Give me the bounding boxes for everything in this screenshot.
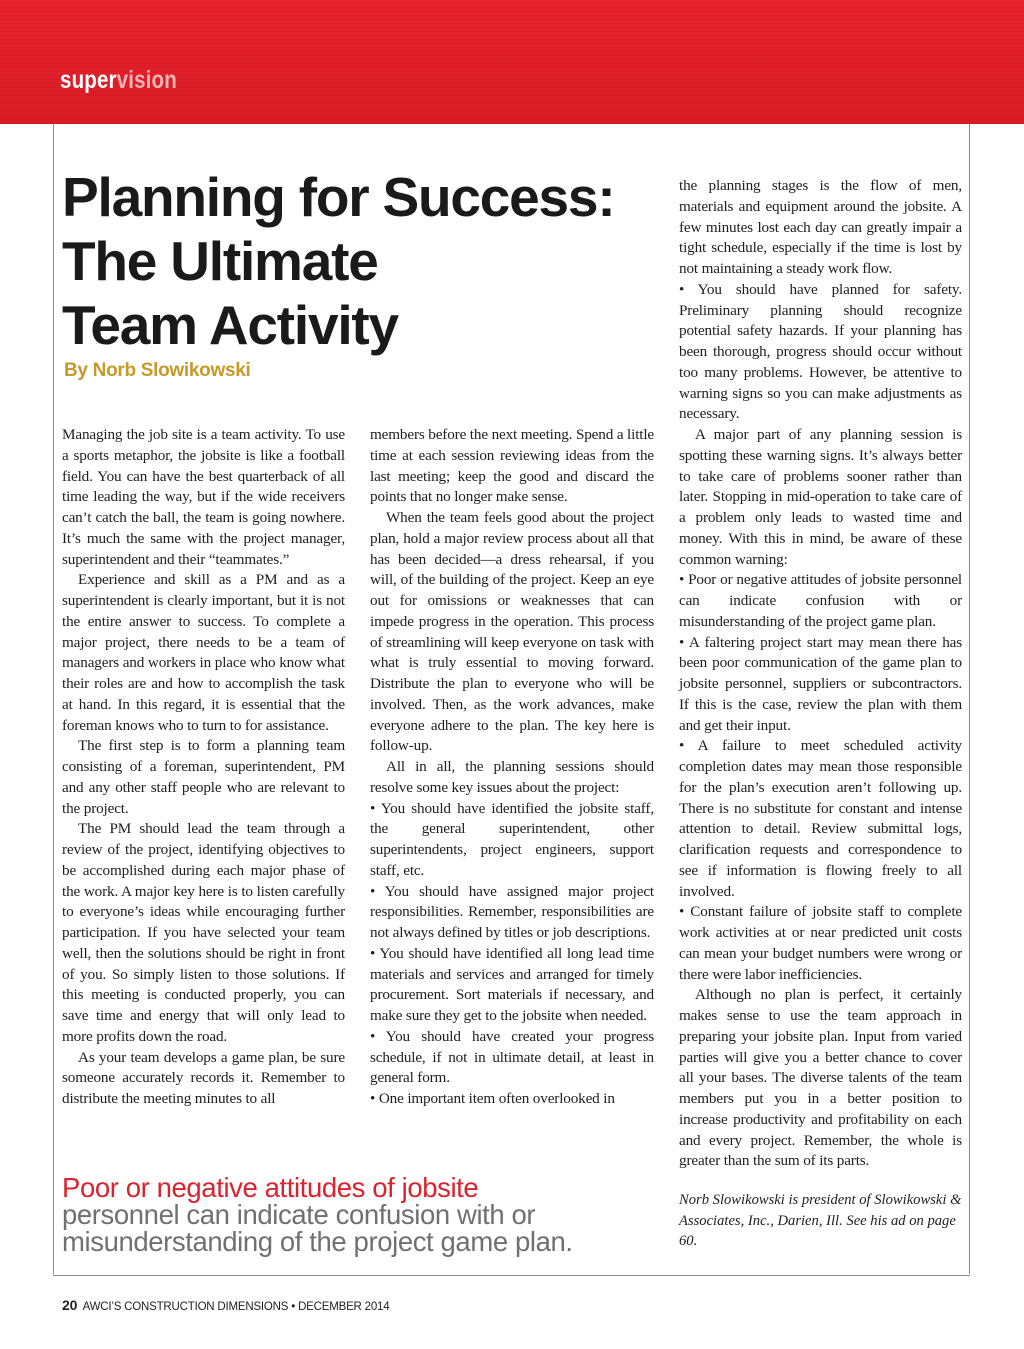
paragraph: Although no plan is perfect, it certainly makes sense to use the team approach in preparing your jobsite plan. Input from varied parties will give you a better chance to cover all your bases. The diverse talents of the team members put you in a better position to increase productivity and profitability on each and every project. Remember, the whole is greater than the sum of its parts. xyxy=(679,986,962,1170)
pull-quote-line: personnel can indicate confusion with or xyxy=(62,1199,536,1230)
bullet-item: • One important item often overlooked in xyxy=(370,1090,615,1107)
bullet-item: • You should have identified all long lead time materials and services and arranged for timely procurement. Sort materials if necessary, and make sure they get to the jobsite when needed. xyxy=(370,944,654,1024)
right-rule xyxy=(969,124,970,1274)
paragraph: A major part of any planning session is spotting these warning signs. It’s always better to take care of problems sooner rather than later. Stopping in mid-operation to take care of a problem only leads to wasted time and money. With this in mind, be aware of these common warning: xyxy=(679,426,962,568)
author-bio: Norb Slowikowski is president of Slowikowski & Associates, Inc., Darien, Ill. See his ad on page 60. xyxy=(679,1192,962,1249)
paragraph: Experience and skill as a PM and as a superintendent is clearly important, but it is not the entire answer to success. To complete a major project, there needs to be a team of managers and workers in place who know what their roles are and how to accomplish the task at hand. In this regard, it is essential that the foreman knows who to turn to for assistance. xyxy=(62,571,345,734)
bullet-item: • Poor or negative attitudes of jobsite personnel can indicate confusion with or misunderstanding of the project game plan. xyxy=(679,571,962,630)
footer-rule xyxy=(53,1275,970,1276)
page-footer xyxy=(62,1297,389,1313)
text-column-3 xyxy=(679,176,962,1172)
text-column-1 xyxy=(62,425,345,1110)
page-number: 20 xyxy=(62,1297,78,1313)
section-label xyxy=(60,66,177,95)
bullet-item: • A faltering project start may mean there has been poor communication of the game plan to jobsite personnel, suppliers or subcontractors. If this is the case, review the plan with them and get their input. xyxy=(679,633,962,734)
bullet-item: • You should have assigned major project responsibilities. Remember, responsibilities are not always defined by titles or job descriptions. xyxy=(370,882,654,941)
paragraph: the planning stages is the flow of men, materials and equipment around the jobsite. A few minutes lost each day can greatly impair a tight schedule, especially if the time is lost by not maintaining a steady work flow. xyxy=(679,177,962,277)
bullet-item: • You should have identified the jobsite staff, the general superintendent, other superintendents, project engineers, support staff, etc. xyxy=(370,799,654,879)
section-label-part2: vision xyxy=(116,66,177,94)
bullet-item: • Constant failure of jobsite staff to complete work activities at or near predicted unit costs can mean your budget numbers were wrong or there were labor inefficiencies. xyxy=(679,903,962,983)
paragraph: members before the next meeting. Spend a little time at each session reviewing ideas from the last meeting; keep the good and discard the points that no longer make sense. xyxy=(370,426,654,506)
paragraph: All in all, the planning sessions should resolve some key issues about the project: xyxy=(370,758,654,796)
paragraph: As your team develops a game plan, be sure someone accurately records it. Remember to distribute the meeting minutes to all xyxy=(62,1048,345,1107)
byline: By Norb Slowikowski xyxy=(64,360,251,381)
bullet-item: • You should have planned for safety. Preliminary planning should recognize potential safety hazards. If your planning has been thorough, progress should occur without too many problems. However, be attentive to warning signs so you can make adjustments as necessary. xyxy=(679,280,962,423)
pull-quote-line: misunderstanding of the project game plan. xyxy=(62,1226,573,1257)
pull-quote xyxy=(62,1174,662,1255)
title-line: Planning for Success: xyxy=(62,166,615,228)
article-title xyxy=(62,165,662,357)
paragraph: Managing the job site is a team activity. To use a sports metaphor, the jobsite is like a football field. You can have the best quarterback of all time leading the way, but if the wide receivers can’t catch the ball, the team is going nowhere. It’s much the same with the project manager, superintendent and their “teammates.” xyxy=(62,426,345,568)
bullet-item: • A failure to meet scheduled activity completion dates may mean those responsible for the plan’s execution aren’t following up. There is no substitute for constant and intense attention to detail. Review submittal logs, clarification requests and correspondence to see if information is flowing freely to all involved. xyxy=(679,737,962,900)
paragraph: The first step is to form a planning team consisting of a foreman, superintendent, PM and any other staff people who are relevant to the project. xyxy=(62,737,345,817)
header-banner xyxy=(0,0,1024,124)
title-line: The Ultimate xyxy=(62,230,378,292)
text-column-2 xyxy=(370,425,654,1110)
left-rule xyxy=(53,124,54,1274)
paragraph: When the team feels good about the project plan, hold a major review process about all that has been decided—a dress rehearsal, if you will, of the building of the project. Keep an eye out for omissions or weaknesses that can impede progress in the operation. This process of streamlining will keep everyone on task with what is truly essential to moving forward. Distribute the plan to everyone who will be involved. Then, as the work advances, make everyone adhere to the plan. The key here is follow-up. xyxy=(370,509,654,755)
title-line: Team Activity xyxy=(62,294,398,356)
section-label-part1: super xyxy=(60,66,117,94)
paragraph: The PM should lead the team through a review of the project, identifying objectives to be accomplished during each major phase of the work. A major key here is to listen carefully to everyone’s ideas while encouraging further participation. If you have selected your team well, then the solutions should be right in front of you. So simply listen to those solutions. If this meeting is conducted properly, you can save time and energy that will only lead to more profits down the road. xyxy=(62,820,345,1045)
publication-info: AWCI’S CONSTRUCTION DIMENSIONS • DECEMBER 2014 xyxy=(82,1301,390,1313)
pull-quote-highlight: Poor or negative attitudes of jobsite xyxy=(62,1172,479,1203)
bullet-item: • You should have created your progress schedule, if not in ultimate detail, at least in general form. xyxy=(370,1027,654,1087)
